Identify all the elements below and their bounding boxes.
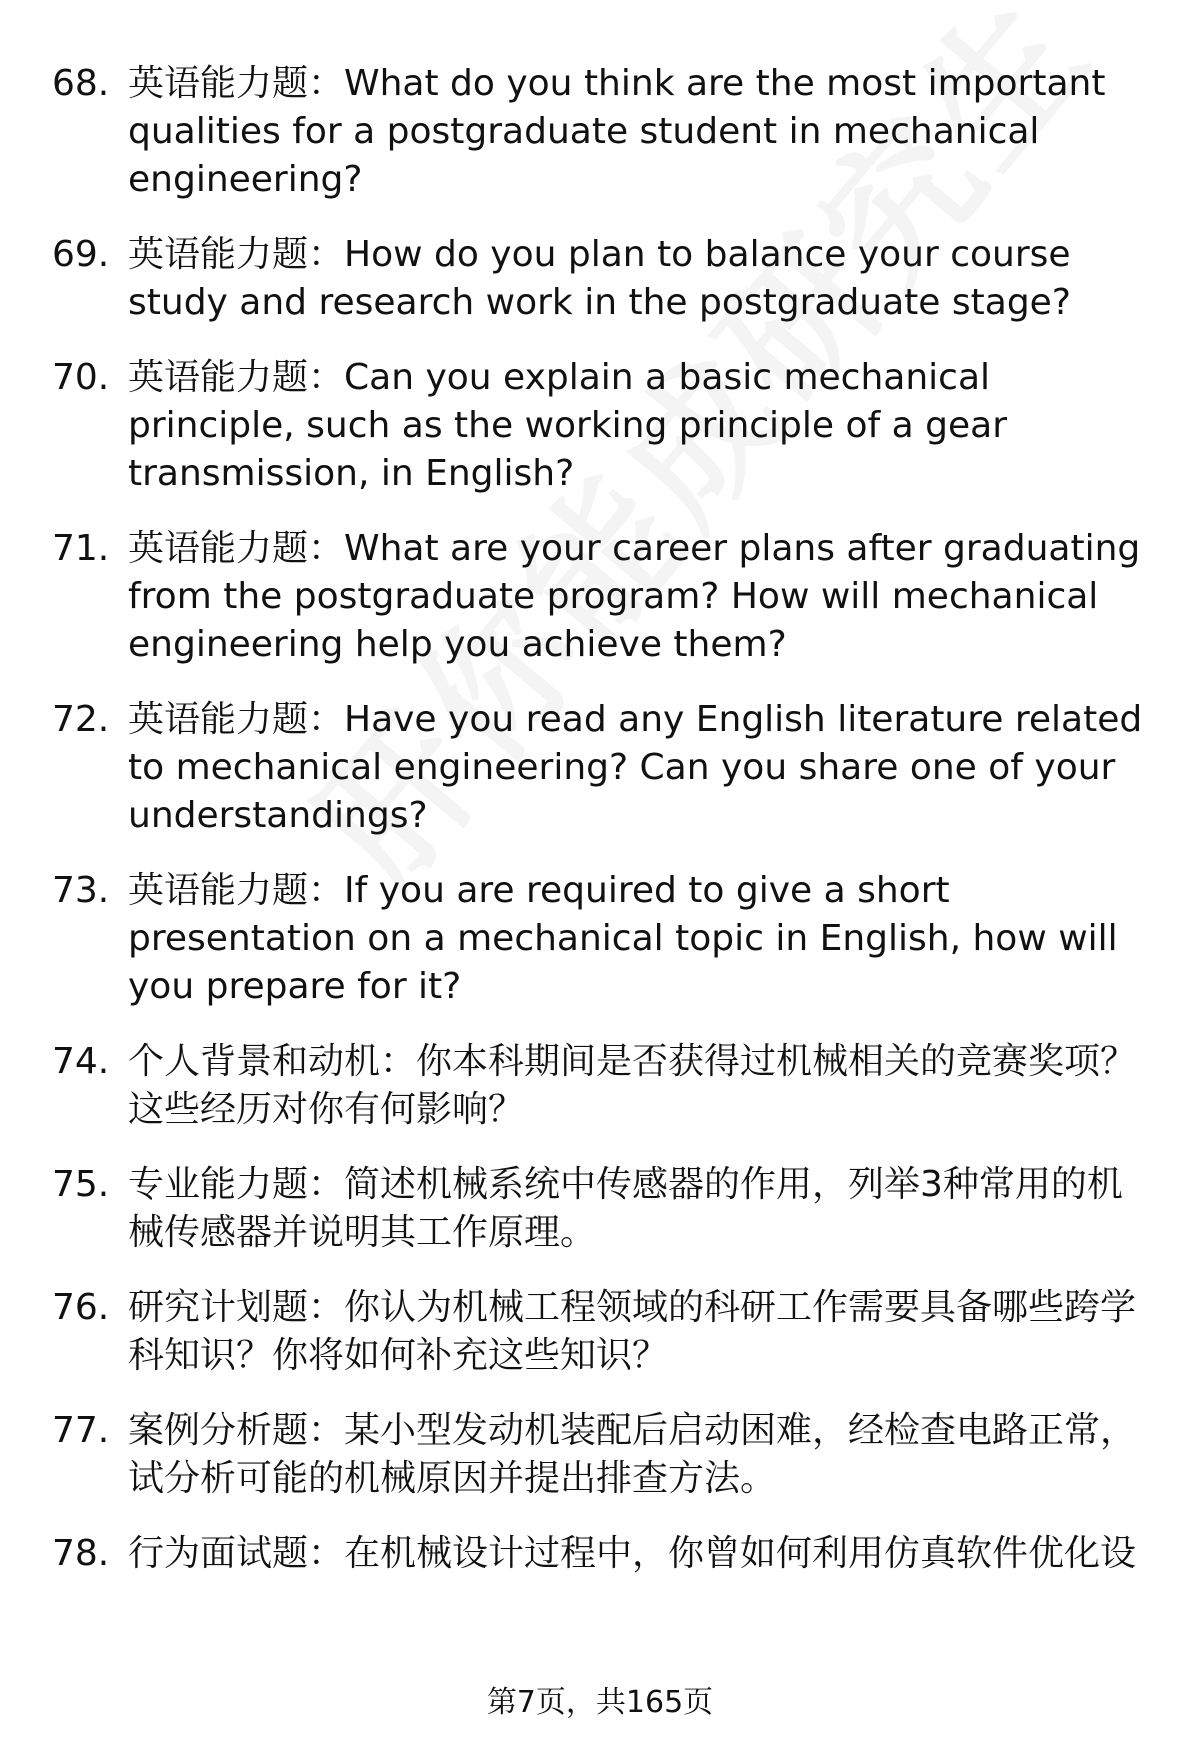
question-item <box>0 1284 1200 1380</box>
question-item <box>0 1530 1200 1578</box>
question-list <box>0 60 1200 1605</box>
question-text: 英语能力题：What are your career plans after graduating from the postgraduate program? How will mechanical engineering help you achieve them? <box>128 528 1141 665</box>
question-item <box>0 1161 1200 1257</box>
question-text: 英语能力题：Have you read any English literature related to mechanical engineering? Can you share one of your understandings? <box>128 699 1143 836</box>
question-item <box>0 231 1200 327</box>
question-text: 英语能力题：What do you think are the most important qualities for a postgraduate student in mechanical engineering? <box>128 63 1106 200</box>
question-text: 案例分析题：某小型发动机装配后启动困难，经检查电路正常，试分析可能的机械原因并提出排查方法。 <box>128 1410 1137 1499</box>
question-text: 行为面试题：在机械设计过程中，你曾如何利用仿真软件优化设 <box>128 1533 1137 1574</box>
question-text: 专业能力题：简述机械系统中传感器的作用，列举3种常用的机械传感器并说明其工作原理。 <box>128 1164 1123 1253</box>
question-number: 69. <box>52 234 110 275</box>
page-footer: 第7页，共165页 <box>486 1685 714 1720</box>
question-item <box>0 1407 1200 1503</box>
question-number: 73. <box>52 870 110 911</box>
question-number: 72. <box>52 699 110 740</box>
question-number: 75. <box>52 1164 110 1205</box>
question-number: 68. <box>52 63 110 104</box>
question-item <box>0 867 1200 1011</box>
question-number: 77. <box>52 1410 110 1451</box>
question-text: 英语能力题：How do you plan to balance your course study and research work in the postgraduate stage? <box>128 234 1071 323</box>
question-text: 英语能力题：If you are required to give a short presentation on a mechanical topic in English, how will you prepare for it? <box>128 870 1118 1007</box>
question-item <box>0 525 1200 669</box>
question-item <box>0 1038 1200 1134</box>
question-text: 研究计划题：你认为机械工程领域的科研工作需要具备哪些跨学科知识？你将如何补充这些知识？ <box>128 1287 1137 1376</box>
question-number: 74. <box>52 1041 110 1082</box>
question-number: 70. <box>52 357 110 398</box>
question-number: 71. <box>52 528 110 569</box>
question-text: 英语能力题：Can you explain a basic mechanical principle, such as the working principle of a gear transmission, in English? <box>128 357 1008 494</box>
question-item <box>0 696 1200 840</box>
question-number: 76. <box>52 1287 110 1328</box>
question-text: 个人背景和动机：你本科期间是否获得过机械相关的竞赛奖项？这些经历对你有何影响？ <box>128 1041 1137 1130</box>
question-number: 78. <box>52 1533 110 1574</box>
question-item <box>0 354 1200 498</box>
question-item <box>0 60 1200 204</box>
